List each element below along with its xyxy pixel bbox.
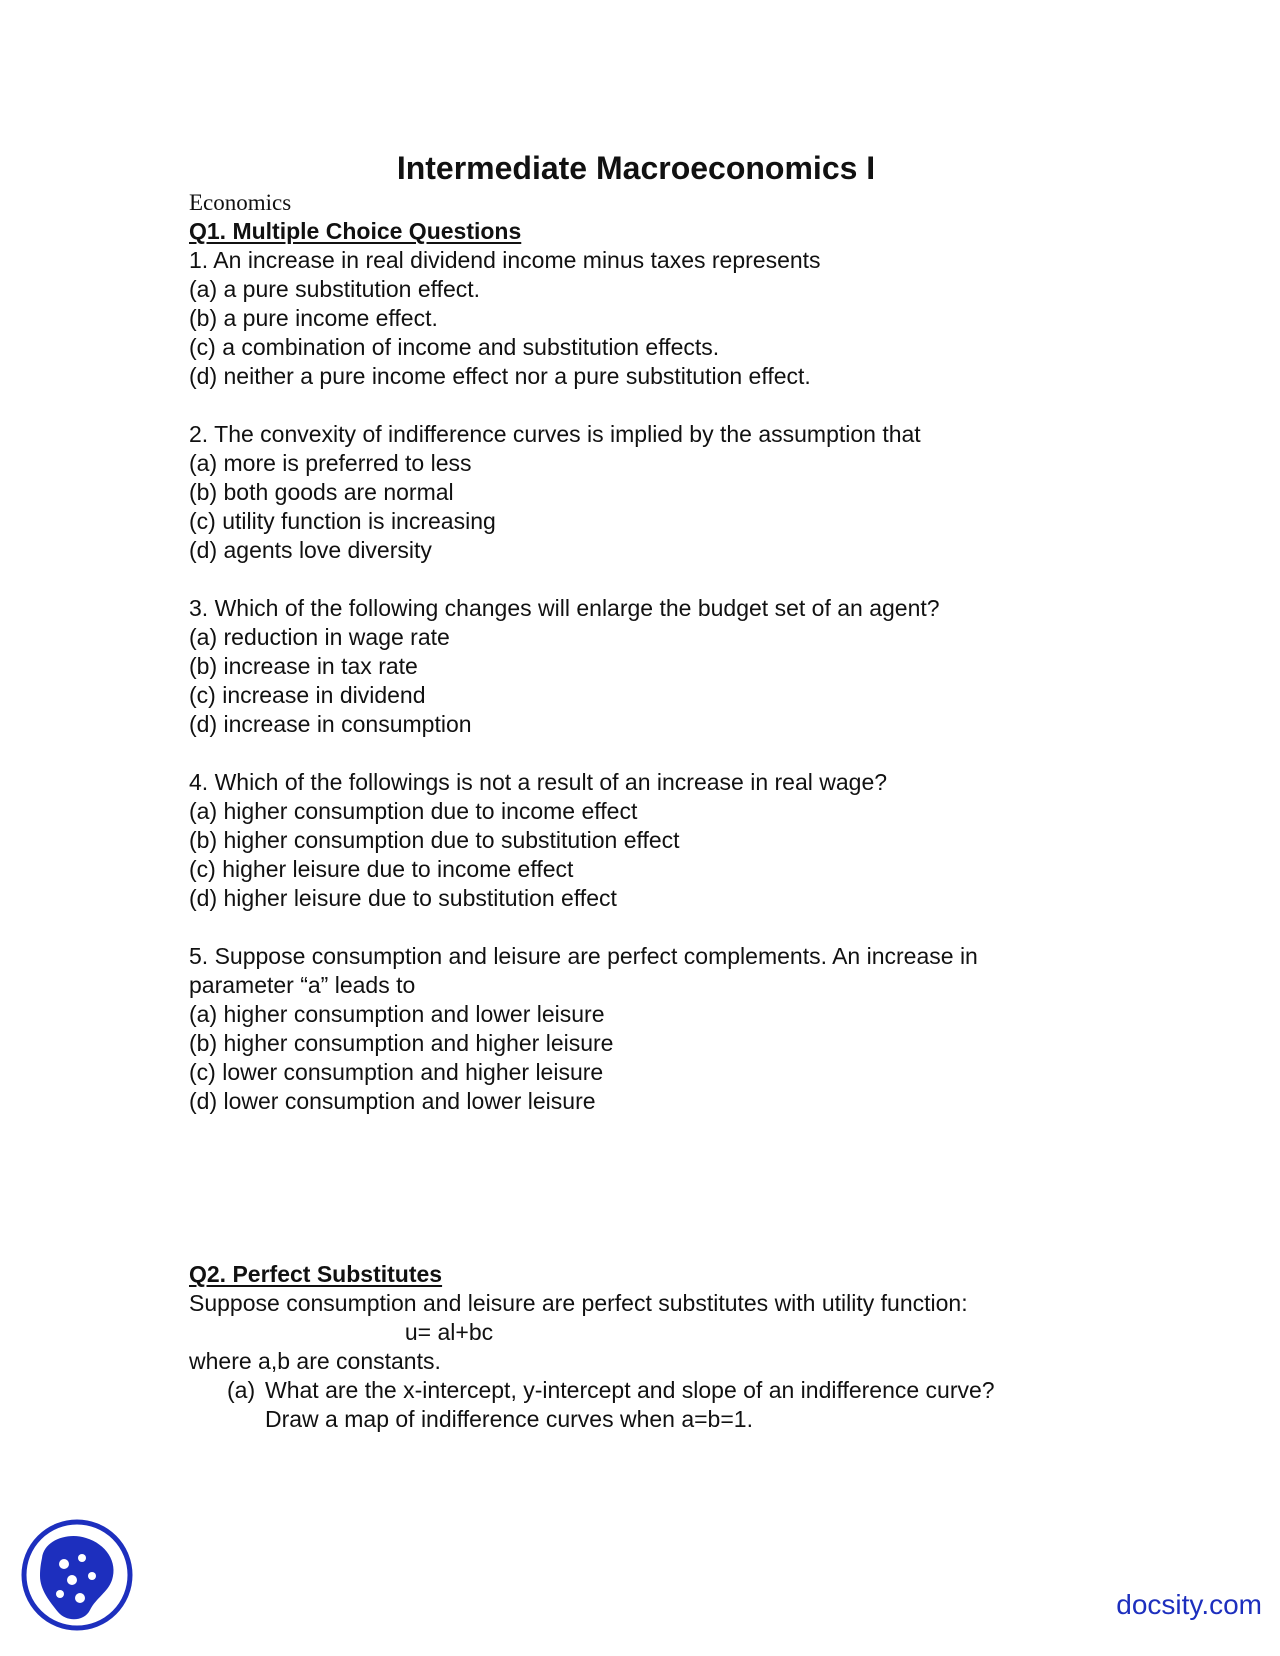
answer-option: (c) utility function is increasing [189, 508, 496, 534]
part-a-line-2: Draw a map of indifference curves when a=b=1. [265, 1406, 753, 1432]
question-2 [189, 420, 1089, 565]
answer-option: (a) a pure substitution effect. [189, 276, 481, 302]
question-3 [189, 594, 1089, 739]
section-spacer [189, 1116, 1089, 1260]
q2-part-a [227, 1376, 1089, 1434]
answer-option: (d) agents love diversity [189, 537, 432, 563]
question-1 [189, 246, 1089, 391]
question-stem: 1. An increase in real dividend income minus taxes represents [189, 247, 821, 273]
q1-heading: Q1. Multiple Choice Questions [189, 218, 522, 244]
answer-option: (d) increase in consumption [189, 711, 472, 737]
part-a-line-1: What are the x-intercept, y-intercept and slope of an indifference curve? [265, 1377, 995, 1403]
q2-heading: Q2. Perfect Substitutes [189, 1261, 443, 1287]
answer-option: (d) lower consumption and lower leisure [189, 1088, 596, 1114]
answer-option: (b) both goods are normal [189, 479, 454, 505]
question-stem: 3. Which of the following changes will enlarge the budget set of an agent? [189, 595, 940, 621]
answer-option: (d) higher leisure due to substitution effect [189, 885, 617, 911]
question-4 [189, 768, 1089, 913]
document-title: Intermediate Macroeconomics I [396, 150, 876, 186]
part-text [265, 1376, 1089, 1434]
document-body [189, 217, 1089, 1434]
q2-intro: Suppose consumption and leisure are perfect substitutes with utility function: [189, 1290, 968, 1316]
answer-option: (c) increase in dividend [189, 682, 426, 708]
answer-option: (a) more is preferred to less [189, 450, 472, 476]
answer-option: (b) higher consumption due to substitution effect [189, 827, 680, 853]
answer-option: (a) reduction in wage rate [189, 624, 450, 650]
question-stem: 5. Suppose consumption and leisure are perfect complements. An increase in [189, 943, 978, 969]
docsity-brand-link[interactable]: docsity.com [1116, 1589, 1262, 1620]
part-label: (a) [227, 1377, 256, 1403]
answer-option: (c) lower consumption and higher leisure [189, 1059, 604, 1085]
question-stem: 4. Which of the followings is not a result of an increase in real wage? [189, 769, 888, 795]
answer-option: (b) higher consumption and higher leisure [189, 1030, 614, 1056]
answer-option: (a) higher consumption and lower leisure [189, 1001, 605, 1027]
answer-option: (b) increase in tax rate [189, 653, 418, 679]
answer-option: (d) neither a pure income effect nor a pure substitution effect. [189, 363, 811, 389]
question-stem: 2. The convexity of indifference curves is implied by the assumption that [189, 421, 921, 447]
answer-option: (c) a combination of income and substitution effects. [189, 334, 720, 360]
q2-where: where a,b are constants. [189, 1348, 441, 1374]
answer-option: (b) a pure income effect. [189, 305, 438, 331]
question-5 [189, 942, 1089, 1116]
answer-option: (c) higher leisure due to income effect [189, 856, 574, 882]
docsity-logo-icon[interactable] [20, 1518, 134, 1632]
answer-option: (a) higher consumption due to income effect [189, 798, 638, 824]
document-subject: Economics [189, 190, 292, 215]
question-stem-continued: parameter “a” leads to [189, 972, 416, 998]
utility-formula: u= al+bc [404, 1319, 494, 1345]
